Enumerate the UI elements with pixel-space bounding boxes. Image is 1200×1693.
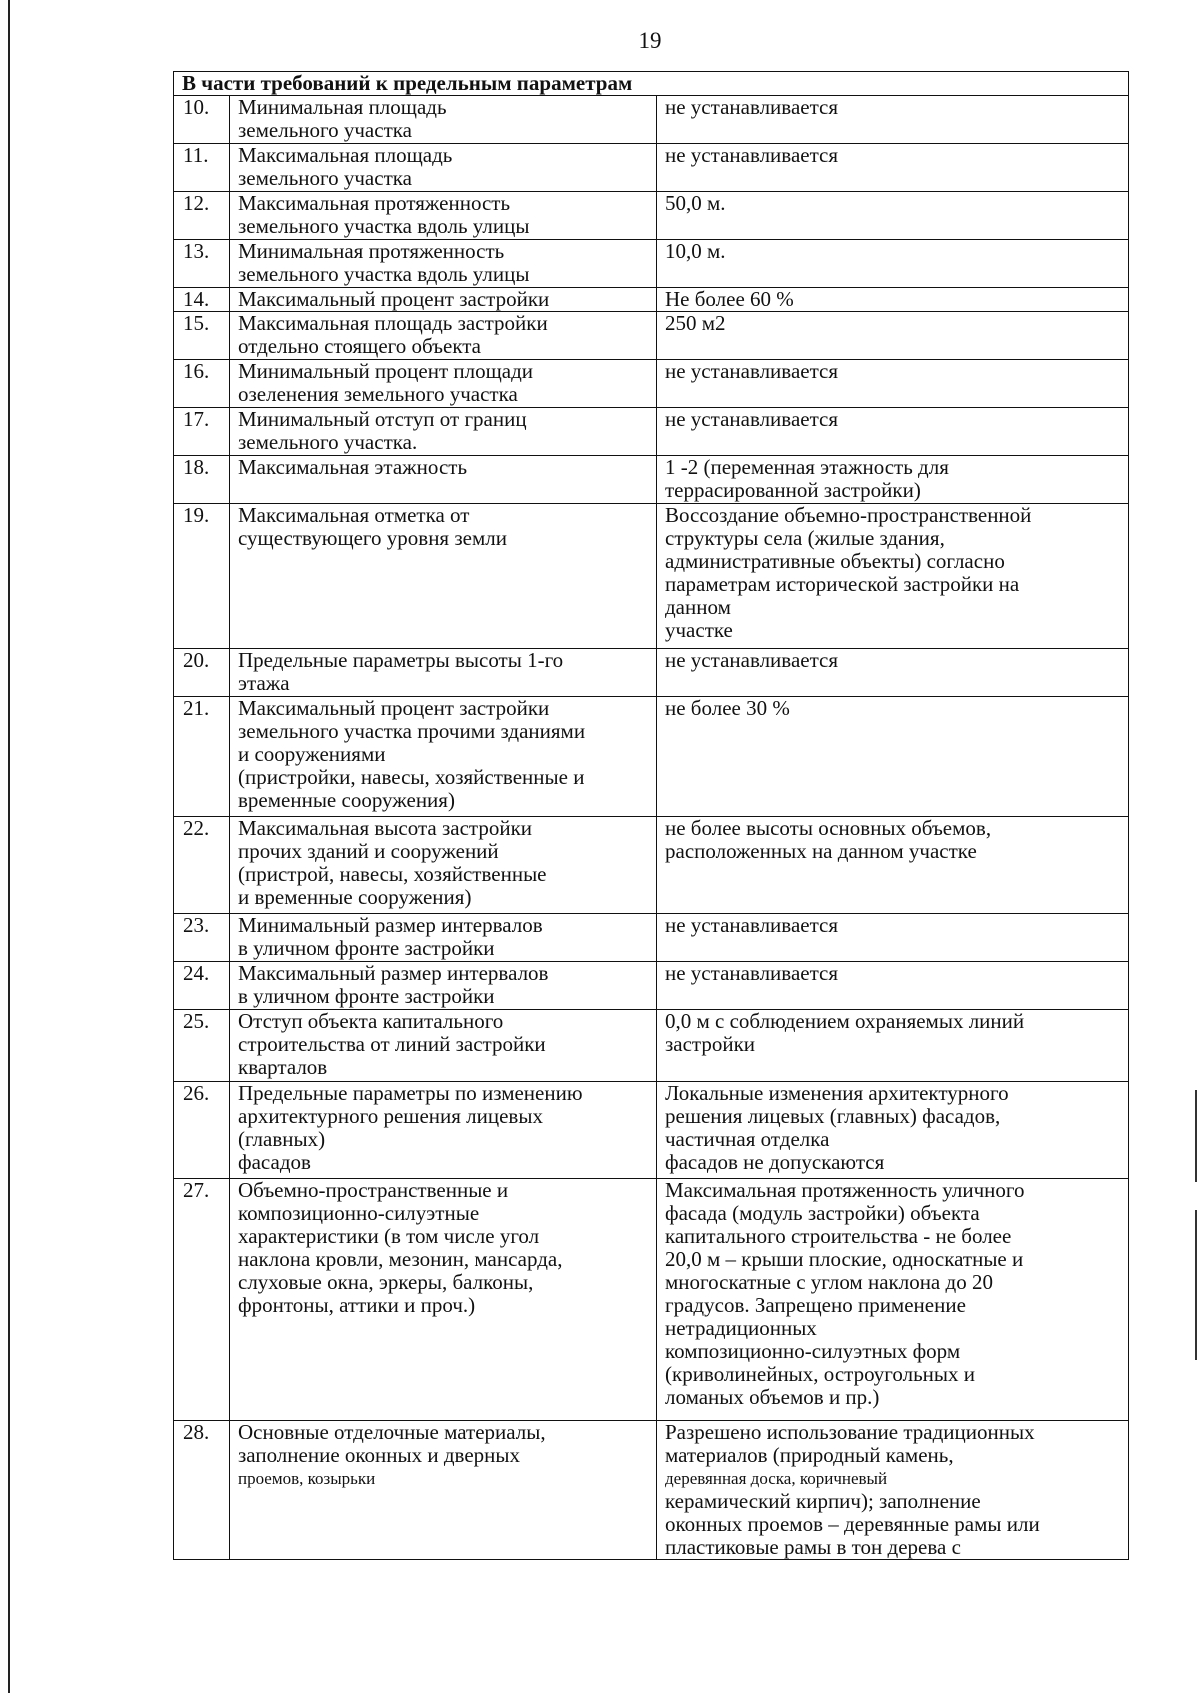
value-line: террасированной застройки): [665, 478, 921, 502]
table-row: [174, 192, 1129, 240]
row-number: 12.: [174, 192, 230, 240]
value-line: многоскатные с углом наклона до 20: [665, 1270, 993, 1294]
parameter-line: временные сооружения): [238, 788, 455, 812]
row-number: 24.: [174, 962, 230, 1010]
table-row: [174, 1010, 1129, 1082]
parameter-line: Максимальная площадь: [238, 143, 453, 167]
parameter-line: Минимальный размер интервалов: [238, 913, 543, 937]
parameter-line: Максимальная площадь застройки: [238, 311, 548, 335]
row-number: 25.: [174, 1010, 230, 1082]
value-line: Не более 60 %: [665, 287, 794, 311]
parameter-cell: [230, 1010, 657, 1082]
value-line: не устанавливается: [665, 95, 838, 119]
value-line: застройки: [665, 1032, 756, 1056]
row-number: 14.: [174, 288, 230, 312]
parameter-line: земельного участка: [238, 166, 412, 190]
value-cell: [657, 288, 1129, 312]
parameter-cell: [230, 1082, 657, 1179]
value-line: (криволинейных, остроугольных и: [665, 1362, 975, 1386]
table-row: [174, 1179, 1129, 1421]
value-cell: [657, 144, 1129, 192]
parameter-line: наклона кровли, мезонин, мансарда,: [238, 1247, 563, 1271]
value-line: капитального строительства - не более: [665, 1224, 1012, 1248]
value-line: фасадов не допускаются: [665, 1150, 885, 1174]
value-cell: [657, 312, 1129, 360]
row-number: 15.: [174, 312, 230, 360]
parameter-line: (пристрой, навесы, хозяйственные: [238, 862, 547, 886]
table-row: [174, 962, 1129, 1010]
table-row: [174, 240, 1129, 288]
value-cell: [657, 96, 1129, 144]
value-line: градусов. Запрещено применение: [665, 1293, 966, 1317]
parameter-line: Объемно-пространственные и: [238, 1178, 509, 1202]
value-line: структуры села (жилые здания,: [665, 526, 945, 550]
parameter-cell: [230, 504, 657, 649]
parameter-line: (пристройки, навесы, хозяйственные и: [238, 765, 585, 789]
table-row: [174, 408, 1129, 456]
parameter-line: Максимальная протяженность: [238, 191, 511, 215]
parameter-line: Минимальная площадь: [238, 95, 447, 119]
value-line: данном: [665, 595, 731, 619]
row-number: 13.: [174, 240, 230, 288]
row-number: 18.: [174, 456, 230, 504]
row-number: 17.: [174, 408, 230, 456]
parameter-line: Предельные параметры высоты 1-го: [238, 648, 564, 672]
parameter-line: строительства от линий застройки: [238, 1032, 546, 1056]
value-cell: [657, 240, 1129, 288]
value-cell: [657, 456, 1129, 504]
value-line: Максимальная протяженность уличного: [665, 1178, 1025, 1202]
page-number: 19: [638, 28, 662, 53]
value-line: не устанавливается: [665, 961, 838, 985]
parameter-cell: [230, 288, 657, 312]
parameter-line: фасадов: [238, 1150, 311, 1174]
value-line: Воссоздание объемно-пространственной: [665, 503, 1032, 527]
parameter-cell: [230, 817, 657, 914]
scan-edge-right: [1195, 1210, 1197, 1360]
parameter-line: и временные сооружения): [238, 885, 472, 909]
parameter-line: Максимальный процент застройки: [238, 287, 550, 311]
row-number: 19.: [174, 504, 230, 649]
row-number: 16.: [174, 360, 230, 408]
parameter-line: композиционно-силуэтные: [238, 1201, 480, 1225]
row-number: 27.: [174, 1179, 230, 1421]
parameter-line: Предельные параметры по изменению: [238, 1081, 583, 1105]
table-row: [174, 649, 1129, 697]
value-line: расположенных на данном участке: [665, 839, 977, 863]
value-line: не более высоты основных объемов,: [665, 816, 992, 840]
parameter-line: Максимальный процент застройки: [238, 696, 550, 720]
table-row: [174, 96, 1129, 144]
value-line: не устанавливается: [665, 143, 838, 167]
row-number: 28.: [174, 1421, 230, 1560]
value-cell: [657, 649, 1129, 697]
scan-edge-left: [8, 0, 10, 1693]
parameter-line: Максимальная высота застройки: [238, 816, 533, 840]
table-row: [174, 504, 1129, 649]
value-line: материалов (природный камень,: [665, 1443, 954, 1467]
table-row: [174, 144, 1129, 192]
parameter-line: (главных): [238, 1127, 326, 1151]
parameter-line: архитектурного решения лицевых: [238, 1104, 543, 1128]
parameter-line: существующего уровня земли: [238, 526, 507, 550]
table-row: [174, 312, 1129, 360]
parameter-cell: [230, 962, 657, 1010]
parameter-cell: [230, 649, 657, 697]
parameter-line: и сооружениями: [238, 742, 386, 766]
value-cell: [657, 962, 1129, 1010]
value-cell: [657, 697, 1129, 817]
value-cell: [657, 1082, 1129, 1179]
parameter-cell: [230, 456, 657, 504]
parameter-line: фронтоны, аттики и проч.): [238, 1293, 476, 1317]
parameter-line: проемов, козырьки: [238, 1469, 376, 1488]
parameter-line: Максимальная этажность: [238, 455, 468, 479]
value-cell: [657, 1010, 1129, 1082]
value-line: не устанавливается: [665, 359, 838, 383]
table-row: [174, 288, 1129, 312]
row-number: 10.: [174, 96, 230, 144]
value-line: деревянная доска, коричневый: [665, 1469, 888, 1488]
parameter-cell: [230, 360, 657, 408]
parameter-line: в уличном фронте застройки: [238, 936, 495, 960]
value-cell: [657, 1421, 1129, 1560]
row-number: 22.: [174, 817, 230, 914]
parameter-cell: [230, 914, 657, 962]
section-title: В части требований к предельным параметрам: [174, 72, 1129, 96]
row-number: 23.: [174, 914, 230, 962]
value-cell: [657, 504, 1129, 649]
row-number: 11.: [174, 144, 230, 192]
parameter-line: земельного участка вдоль улицы: [238, 214, 530, 238]
row-number: 20.: [174, 649, 230, 697]
parameter-line: Максимальная отметка от: [238, 503, 470, 527]
parameter-line: земельного участка прочими зданиями: [238, 719, 586, 743]
value-line: 0,0 м с соблюдением охраняемых линий: [665, 1009, 1025, 1033]
value-line: пластиковые рамы в тон дерева с: [665, 1535, 961, 1559]
table-row: [174, 456, 1129, 504]
table-row: [174, 817, 1129, 914]
table-row: [174, 914, 1129, 962]
value-line: оконных проемов – деревянные рамы или: [665, 1512, 1040, 1536]
value-line: не устанавливается: [665, 648, 838, 672]
requirements-table: [173, 71, 1129, 1560]
value-line: ломаных объемов и пр.): [665, 1385, 880, 1409]
scan-edge-right: [1195, 1090, 1197, 1182]
parameter-line: характеристики (в том числе угол: [238, 1224, 540, 1248]
value-line: керамический кирпич); заполнение: [665, 1489, 981, 1513]
parameter-cell: [230, 1421, 657, 1560]
value-line: не более 30 %: [665, 696, 790, 720]
parameter-line: отдельно стоящего объекта: [238, 334, 482, 358]
row-number: 26.: [174, 1082, 230, 1179]
value-line: фасада (модуль застройки) объекта: [665, 1201, 980, 1225]
parameter-line: заполнение оконных и дверных: [238, 1443, 520, 1467]
table-row: [174, 1421, 1129, 1560]
parameter-cell: [230, 408, 657, 456]
value-line: 10,0 м.: [665, 239, 726, 263]
parameter-line: Основные отделочные материалы,: [238, 1420, 546, 1444]
value-line: 50,0 м.: [665, 191, 726, 215]
parameter-line: земельного участка: [238, 118, 412, 142]
value-line: параметрам исторической застройки на: [665, 572, 1020, 596]
value-line: Локальные изменения архитектурного: [665, 1081, 1009, 1105]
parameter-line: кварталов: [238, 1055, 328, 1079]
parameter-line: в уличном фронте застройки: [238, 984, 495, 1008]
table-row: [174, 360, 1129, 408]
parameter-line: Минимальный процент площади: [238, 359, 534, 383]
parameter-line: земельного участка вдоль улицы: [238, 262, 530, 286]
parameter-cell: [230, 144, 657, 192]
parameter-line: Максимальный размер интервалов: [238, 961, 549, 985]
parameter-line: слуховые окна, эркеры, балконы,: [238, 1270, 534, 1294]
value-line: 20,0 м – крыши плоские, односкатные и: [665, 1247, 1024, 1271]
value-line: Разрешено использование традиционных: [665, 1420, 1035, 1444]
parameter-cell: [230, 192, 657, 240]
value-line: частичная отделка: [665, 1127, 830, 1151]
value-line: решения лицевых (главных) фасадов,: [665, 1104, 1001, 1128]
value-cell: [657, 360, 1129, 408]
parameter-line: земельного участка.: [238, 430, 418, 454]
value-line: 1 -2 (переменная этажность для: [665, 455, 949, 479]
parameter-line: прочих зданий и сооружений: [238, 839, 499, 863]
value-line: административные объекты) согласно: [665, 549, 1005, 573]
parameter-cell: [230, 697, 657, 817]
parameter-line: этажа: [238, 671, 290, 695]
parameter-cell: [230, 1179, 657, 1421]
parameter-cell: [230, 96, 657, 144]
value-cell: [657, 817, 1129, 914]
value-cell: [657, 914, 1129, 962]
value-line: не устанавливается: [665, 913, 838, 937]
table-row: [174, 1082, 1129, 1179]
section-header-row: [174, 72, 1129, 96]
parameter-line: Минимальный отступ от границ: [238, 407, 527, 431]
value-cell: [657, 1179, 1129, 1421]
value-line: не устанавливается: [665, 407, 838, 431]
row-number: 21.: [174, 697, 230, 817]
parameter-line: Отступ объекта капитального: [238, 1009, 504, 1033]
value-line: участке: [665, 618, 733, 642]
parameter-cell: [230, 312, 657, 360]
value-cell: [657, 192, 1129, 240]
value-line: нетрадиционных: [665, 1316, 817, 1340]
value-line: композиционно-силуэтных форм: [665, 1339, 961, 1363]
value-line: 250 м2: [665, 311, 726, 335]
value-cell: [657, 408, 1129, 456]
parameter-cell: [230, 240, 657, 288]
table-row: [174, 697, 1129, 817]
parameter-line: озеленения земельного участка: [238, 382, 518, 406]
parameter-line: Минимальная протяженность: [238, 239, 505, 263]
